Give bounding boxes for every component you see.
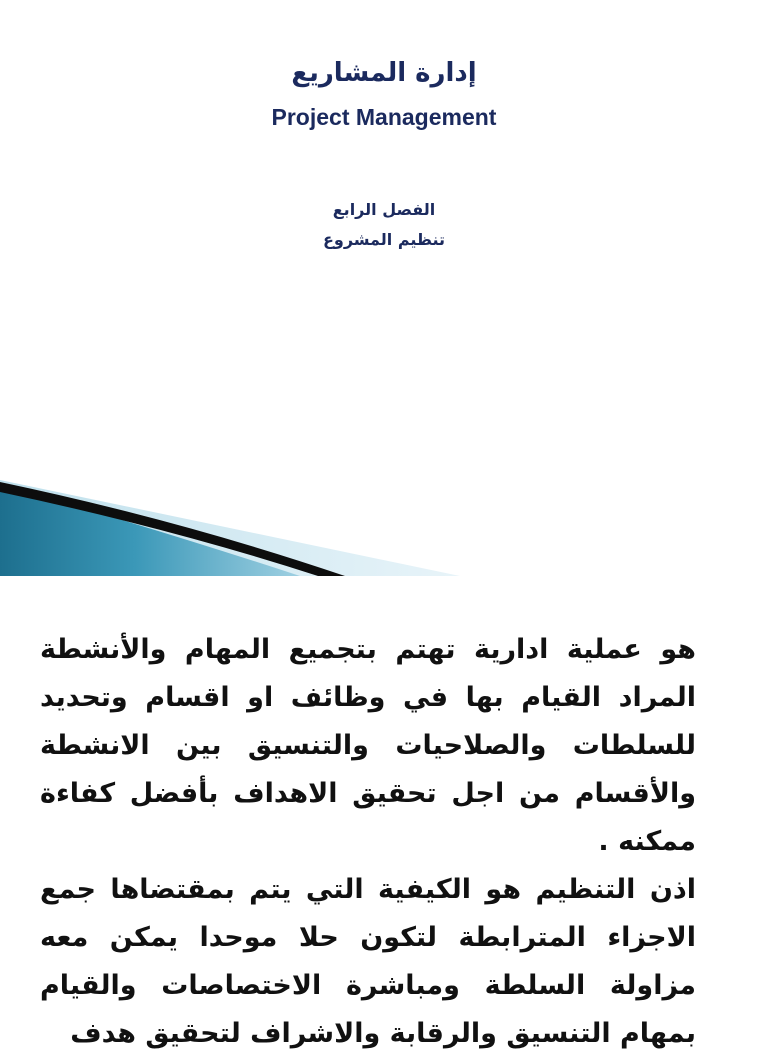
- definition-paragraph: هو عملية ادارية تهتم بتجميع المهام والأنشطة المراد القيام بها في وظائف او اقسام وتحديد للسلطات والصلاحيات والتنسيق بين الانشطة والأقسام من اجل تحقيق الاهداف بأفضل كفاءة ممكنه .: [40, 634, 696, 857]
- organization-paragraph: اذن التنظيم هو الكيفية التي يتم بمقتضاها جمع الاجزاء المترابطة لتكون حلا موحدا يمكن معه مزاولة السلطة ومباشرة الاختصاصات والقيام بمهام التنسيق والرقابة والاشراف لتحقيق هدف: [40, 874, 696, 1049]
- slide-title-english: Project Management: [271, 104, 497, 130]
- slide-title-arabic: إدارة المشاريع: [291, 58, 477, 88]
- definition-text: [40, 626, 696, 1058]
- definition-slide: [0, 576, 768, 1049]
- chapter-label: الفصل الرابع: [332, 200, 436, 219]
- decorative-swoosh: [0, 470, 768, 576]
- chapter-subject: تنظيم المشروع: [322, 230, 446, 249]
